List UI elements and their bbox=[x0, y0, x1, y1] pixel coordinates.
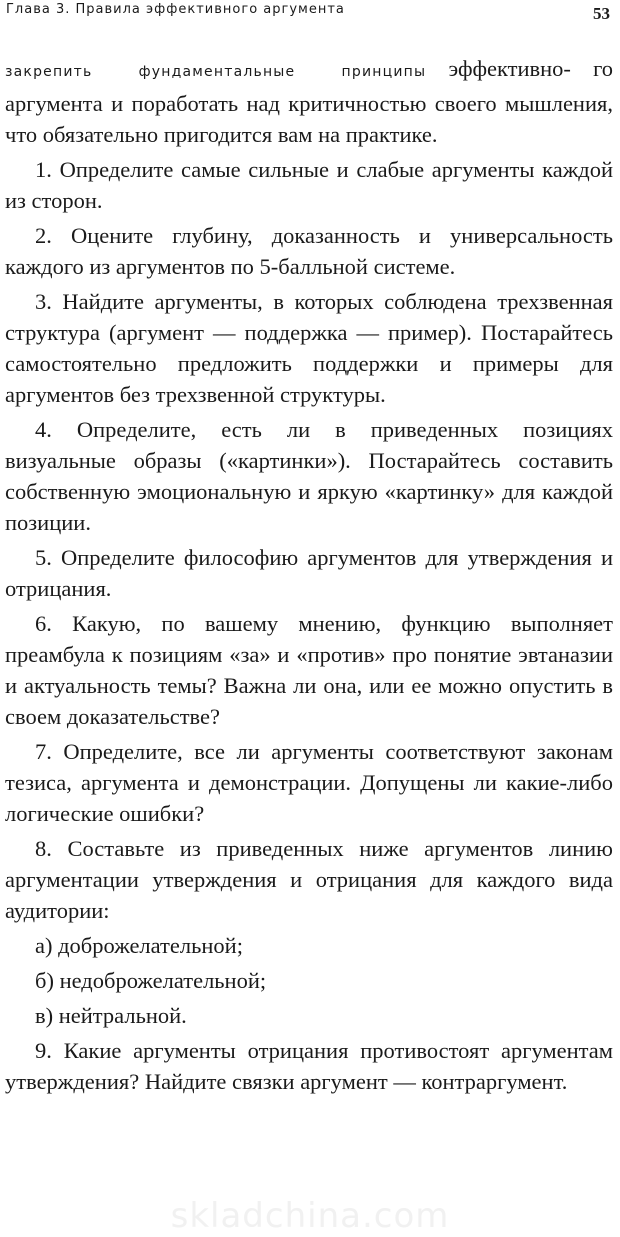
task-2: 2. Оцените глубину, доказанность и универсальность каждого из аргументов по 5-балльной системе. bbox=[5, 223, 613, 279]
page-number: 53 bbox=[593, 4, 610, 23]
audience-item-a: а) доброжелательной; bbox=[35, 933, 243, 958]
task-9: 9. Какие аргументы отрицания противостоят аргументам утверждения? Найдите связки аргумент — контраргумент. bbox=[5, 1038, 613, 1094]
task-1: 1. Определите самые сильные и слабые аргументы каждой из сторон. bbox=[5, 157, 613, 213]
intro-continuation: го аргумента и поработать над критичностью своего мышления, что обязательно пригодится вам на практике. bbox=[5, 56, 614, 147]
intro-first-fragment: закрепить фундаментальные принципы bbox=[5, 64, 427, 80]
intro-first-word-end: эффективно- bbox=[448, 56, 571, 81]
task-5: 5. Определите философию аргументов для утверждения и отрицания. bbox=[5, 545, 613, 601]
audience-item-b: б) недоброжелательной; bbox=[35, 968, 267, 993]
watermark: skladchina.com bbox=[170, 1196, 450, 1236]
audience-item-c: в) нейтральной. bbox=[35, 1003, 187, 1028]
task-3: 3. Найдите аргументы, в которых соблюдена трехзвенная структура (аргумент — поддержка — пример). Постарайтесь самостоятельно предложить поддержки и примеры для аргументов без трехзвенной структуры. bbox=[5, 289, 613, 407]
intro-paragraph bbox=[5, 53, 613, 150]
task-8: 8. Составьте из приведенных ниже аргументов линию аргументации утверждения и отрицания для каждого вида аудитории: bbox=[5, 836, 613, 923]
body-text bbox=[5, 53, 613, 1097]
task-4: 4. Определите, есть ли в приведенных позициях визуальные образы («картинки»). Постарайтесь составить собственную эмоциональную и яркую «картинку» для каждой позиции. bbox=[5, 417, 613, 535]
task-6: 6. Какую, по вашему мнению, функцию выполняет преамбула к позициям «за» и «против» про понятие эвтаназии и актуальность темы? Важна ли она, или ее можно опустить в своем доказательстве? bbox=[5, 611, 613, 729]
running-head-title: Глава 3. Правила эффективного аргумента bbox=[6, 2, 345, 17]
task-7: 7. Определите, все ли аргументы соответствуют законам тезиса, аргумента и демонстрации. Допущены ли какие-либо логические ошибки? bbox=[5, 739, 613, 826]
